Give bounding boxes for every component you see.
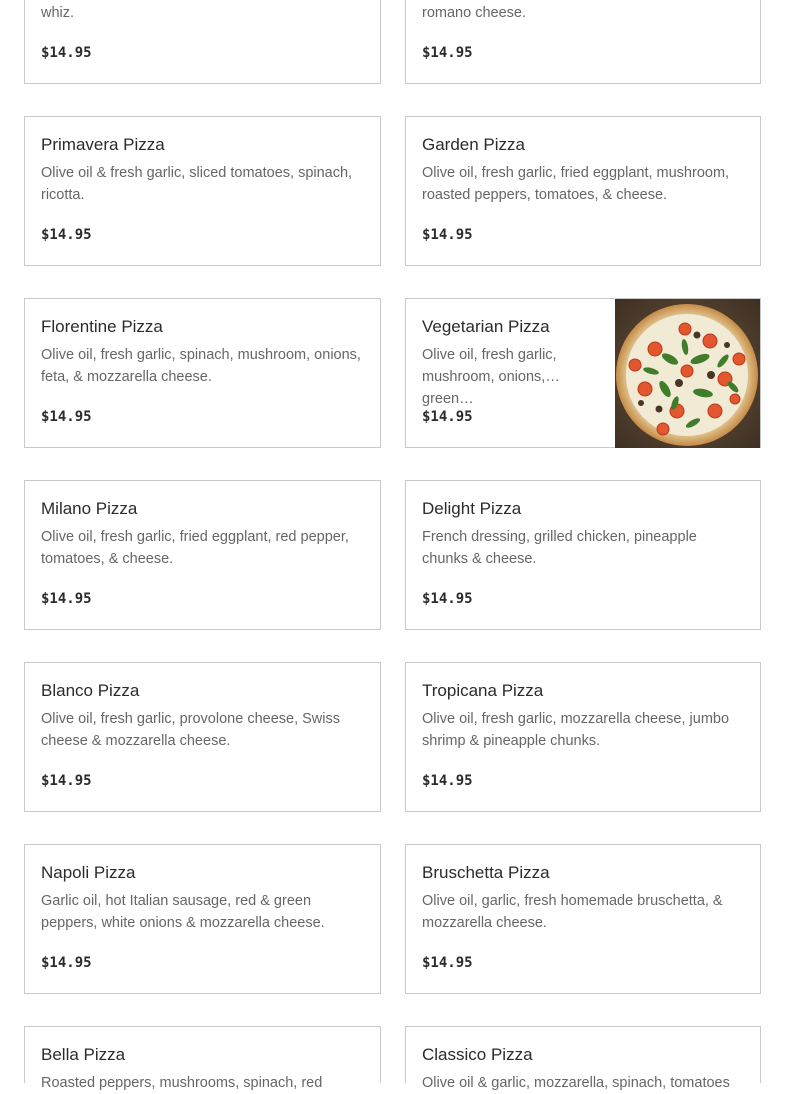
menu-item-price: $14.95 (41, 227, 92, 243)
menu-item-description: Olive oil, fresh garlic, fried eggplant, mushroom, roasted peppers, tomatoes, & cheese. (422, 165, 730, 203)
menu-item-card[interactable] (24, 0, 381, 84)
menu-item-description: Olive oil, fresh garlic, provolone cheese, Swiss cheese & mozzarella cheese. (41, 711, 340, 749)
menu-item-title: Vegetarian Pizza (422, 317, 550, 336)
menu-item-price: $14.95 (41, 409, 92, 425)
pizza-photo (615, 299, 760, 448)
menu-item-description: Olive oil, fresh garlic, mozzarella cheese, jumbo shrimp & pineapple chunks. (422, 711, 730, 749)
menu-item-title: Bruschetta Pizza (422, 863, 550, 882)
menu-item-title: Blanco Pizza (41, 681, 140, 700)
menu-item-card-milano[interactable] (24, 480, 381, 630)
menu-item-description: Olive oil, fresh garlic, fried eggplant, red pepper, tomatoes, & cheese. (41, 529, 349, 567)
menu-item-description: Roasted peppers, mushrooms, spinach, red (41, 1075, 323, 1091)
menu-item-card-delight[interactable] (405, 480, 761, 630)
menu-item-price: $14.95 (422, 409, 473, 425)
menu-item-price: $14.95 (422, 773, 473, 789)
menu-item-title: Primavera Pizza (41, 135, 165, 154)
menu-item-title: Napoli Pizza (41, 863, 136, 882)
menu-item-card-bella[interactable] (24, 1026, 381, 1091)
menu-item-price: $14.95 (422, 955, 473, 971)
menu-item-price: $14.95 (41, 591, 92, 607)
menu-item-price: $14.95 (41, 773, 92, 789)
menu-item-title: Delight Pizza (422, 499, 522, 518)
menu-item-description: Olive oil & garlic, mozzarella, spinach, tomatoes (422, 1075, 730, 1091)
menu-item-price: $14.95 (41, 955, 92, 971)
menu-item-price: $14.95 (41, 45, 92, 61)
menu-item-card-blanco[interactable] (24, 662, 381, 812)
menu-item-description: Olive oil & fresh garlic, sliced tomatoes, spinach, ricotta. (41, 165, 353, 203)
menu-item-description: Olive oil, fresh garlic, mushroom, onions, green… (422, 347, 557, 407)
menu-item-card-florentine[interactable] (24, 298, 381, 448)
menu-item-title: Bella Pizza (41, 1045, 126, 1064)
menu-item-description: romano cheese. (422, 5, 526, 21)
menu-item-card-primavera[interactable] (24, 116, 381, 266)
menu-item-price: $14.95 (422, 591, 473, 607)
menu-item-description: whiz. (41, 5, 75, 21)
menu-item-card-tropicana[interactable] (405, 662, 761, 812)
menu-item-description: Olive oil, fresh garlic, spinach, mushroom, onions, feta, & mozzarella cheese. (41, 347, 361, 385)
menu-item-description: French dressing, grilled chicken, pineapple chunks & cheese. (422, 529, 697, 567)
menu-item-title: Garden Pizza (422, 135, 525, 154)
menu-item-card[interactable] (405, 0, 761, 84)
menu-item-card-classico[interactable] (405, 1026, 761, 1091)
menu-item-card-napoli[interactable] (24, 844, 381, 994)
menu-item-description: Olive oil, garlic, fresh homemade bruschetta, & mozzarella cheese. (422, 893, 723, 931)
menu-item-price: $14.95 (422, 227, 473, 243)
menu-item-card-vegetarian[interactable] (405, 298, 761, 448)
menu-item-card-garden[interactable] (405, 116, 761, 266)
menu-item-title: Classico Pizza (422, 1045, 533, 1064)
menu-item-title: Florentine Pizza (41, 317, 163, 336)
menu-item-title: Tropicana Pizza (422, 681, 544, 700)
menu-item-card-bruschetta[interactable] (405, 844, 761, 994)
menu-item-title: Milano Pizza (41, 499, 138, 518)
menu-item-price: $14.95 (422, 45, 473, 61)
menu-item-description: Garlic oil, hot Italian sausage, red & green peppers, white onions & mozzarella cheese. (41, 893, 325, 931)
